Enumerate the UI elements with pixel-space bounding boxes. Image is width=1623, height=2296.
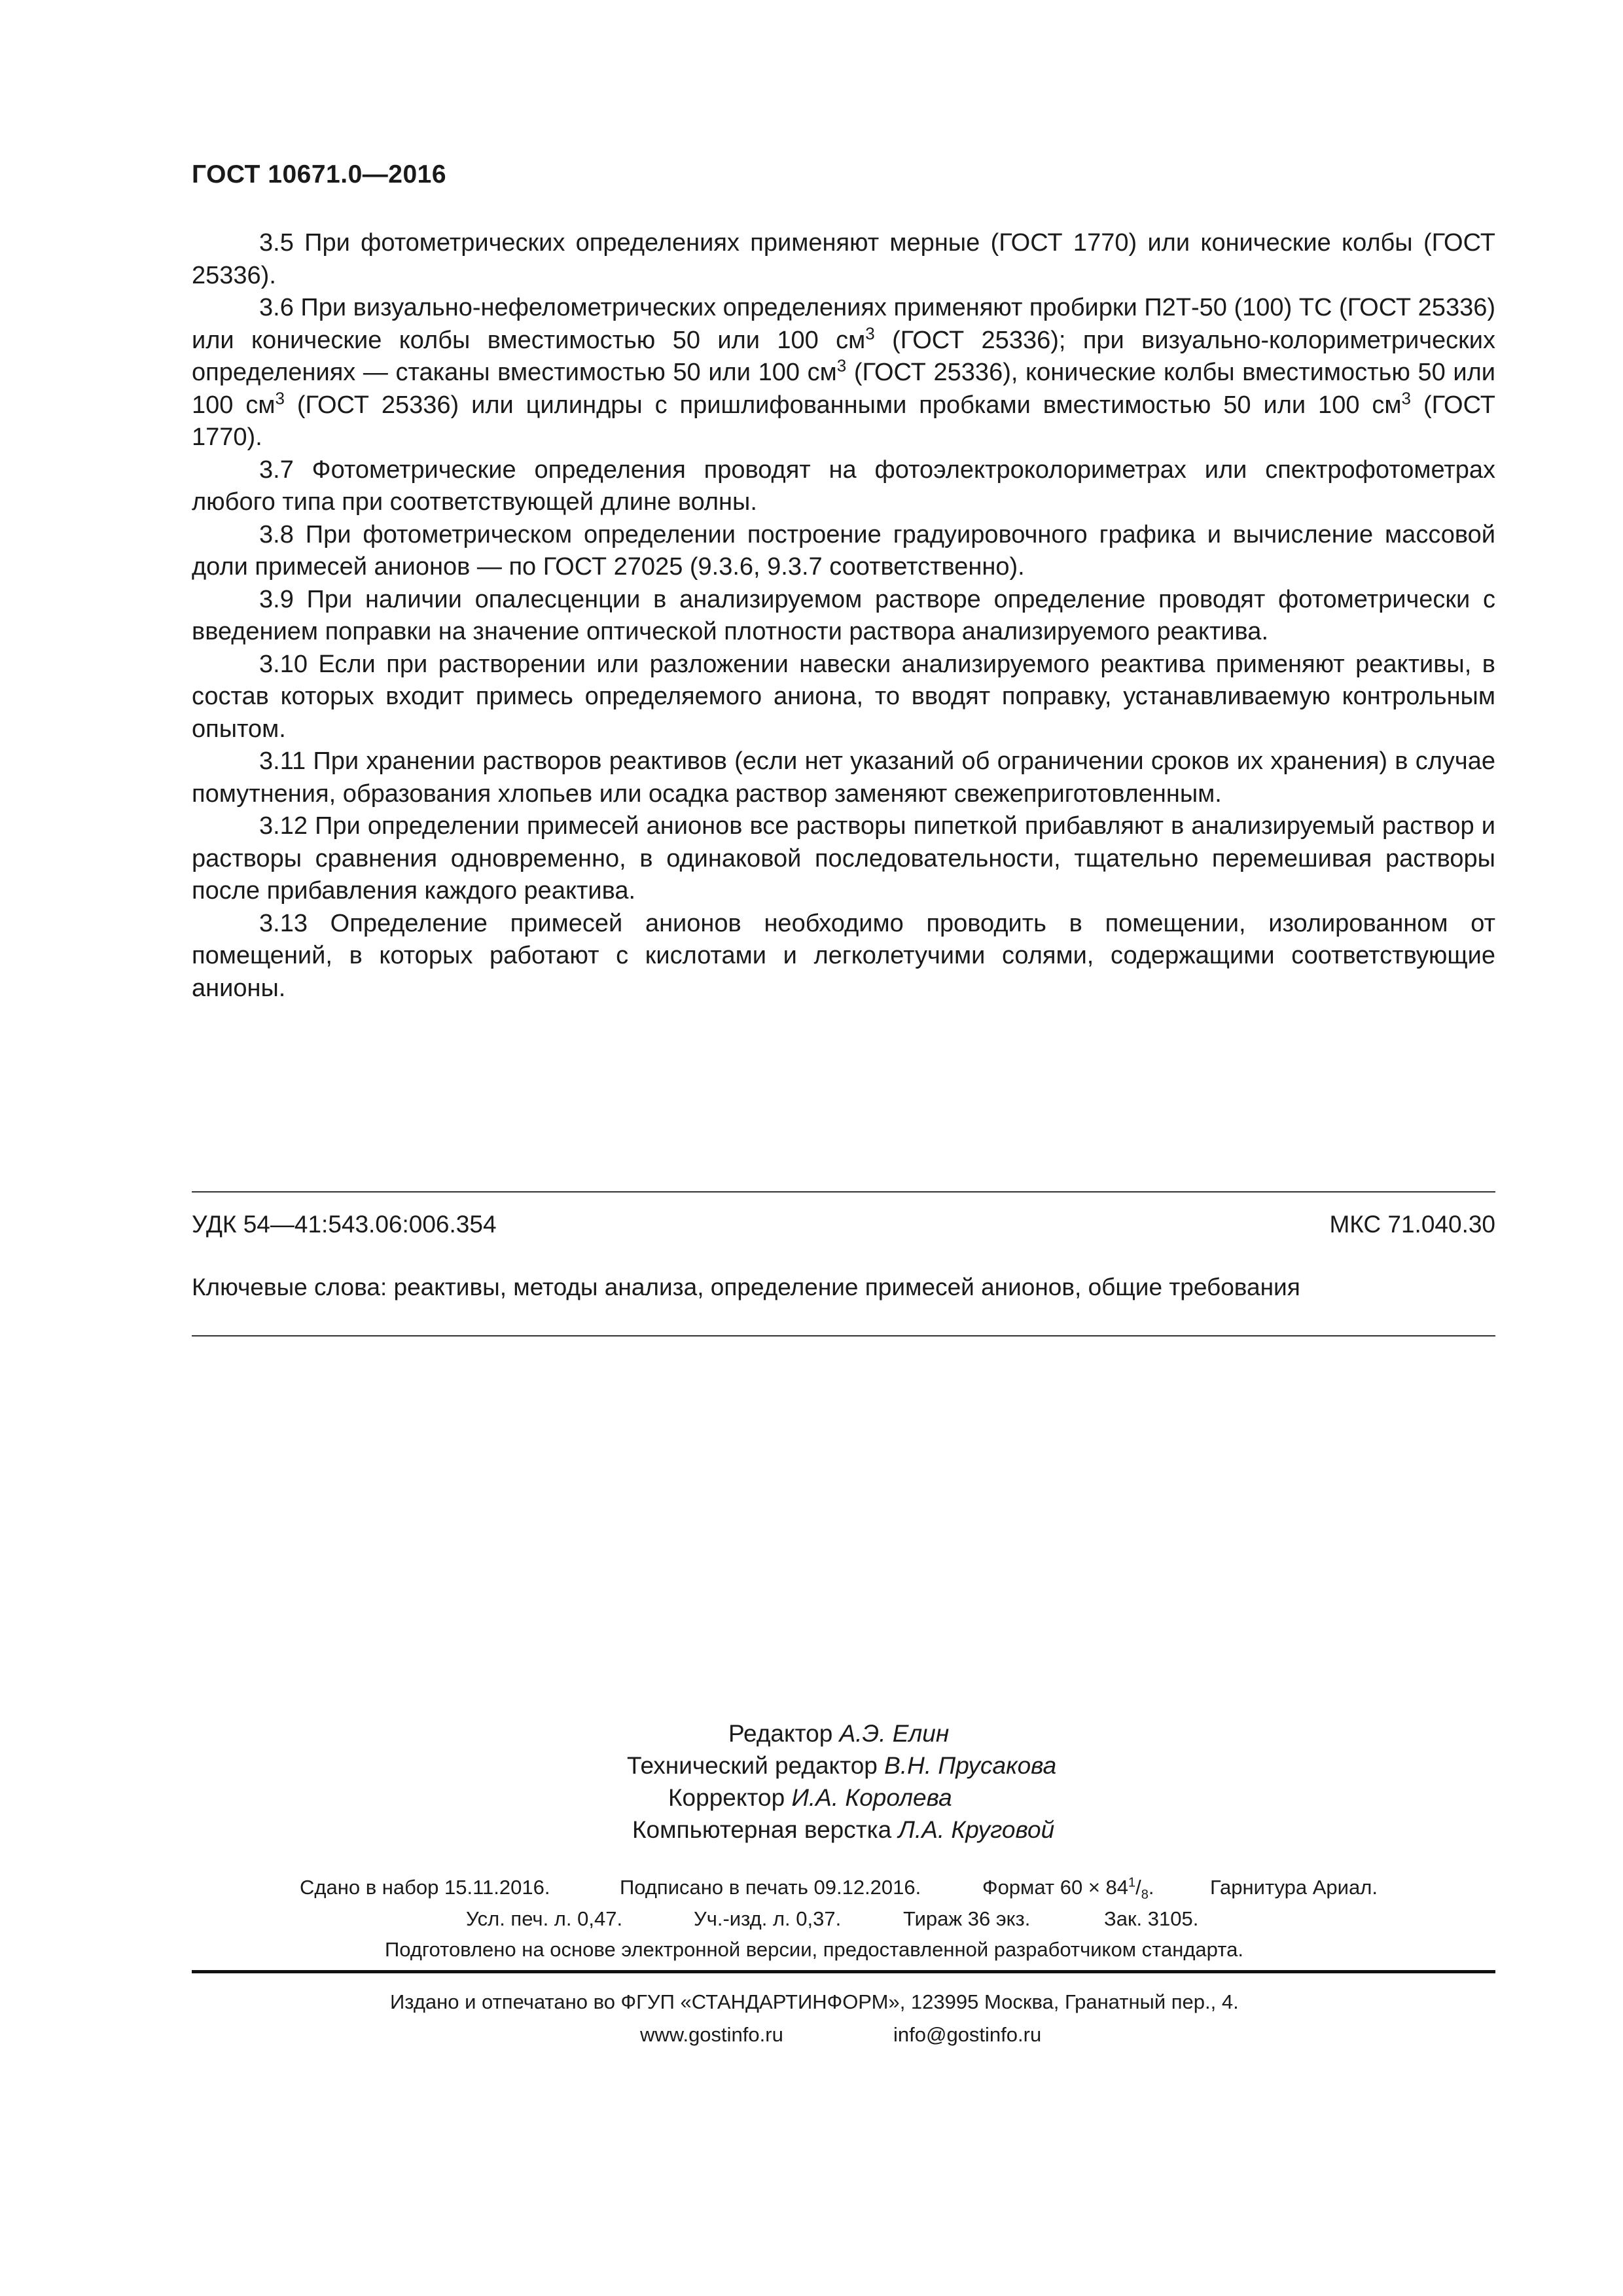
- credit-name: В.Н. Прусакова: [884, 1752, 1057, 1779]
- document-body: [192, 227, 1495, 1005]
- divider-top: [192, 1191, 1495, 1193]
- imprint-submitted: Сдано в набор 15.11.2016.: [300, 1876, 550, 1899]
- mks-code: МКС 71.040.30: [1329, 1211, 1495, 1238]
- credit-name: А.Э. Елин: [839, 1720, 950, 1747]
- credit-role: Корректор: [668, 1784, 785, 1811]
- credit-proofreader: [668, 1784, 952, 1812]
- document-code-header: ГОСТ 10671.0—2016: [192, 160, 447, 188]
- imprint-typeface: Гарнитура Ариал.: [1210, 1876, 1378, 1899]
- cubic-superscript: 3: [865, 323, 875, 343]
- paragraph-3-6-part: (ГОСТ 25336); при визуально-колориметрических определениях — стаканы вместимостью 50 или 100 см: [192, 326, 1495, 386]
- paragraph-3-7: 3.7 Фотометрические определения проводят на фотоэлектроколориметрах или спектрофотометрах любого типа при соответствующей длине волны.: [192, 456, 1495, 516]
- imprint-publisher-sheets: Уч.-изд. л. 0,37.: [694, 1907, 842, 1930]
- paragraph-3-6-part: 3.6 При визуально-нефелометрических определениях применяют пробирки П2Т-50 (100) ТС (ГОСТ 25336) или конические колбы вместимостью 50 или 100 см: [192, 294, 1495, 354]
- paragraph-3-13: 3.13 Определение примесей анионов необходимо проводить в помещении, изолированном от помещений, в которых работают с кислотами и легколетучими солями, содержащими соответствующие анионы.: [192, 909, 1495, 1002]
- credit-name: Л.А. Круговой: [898, 1816, 1055, 1843]
- publisher-email-link[interactable]: info@gostinfo.ru: [893, 2023, 1042, 2046]
- udk-code: УДК 54—41:543.06:006.354: [192, 1211, 497, 1238]
- publisher-line: Издано и отпечатано во ФГУП «СТАНДАРТИНФОРМ», 123995 Москва, Гранатный пер., 4.: [390, 1990, 1239, 2013]
- imprint-order-number: Зак. 3105.: [1104, 1907, 1199, 1930]
- paragraph-3-9: 3.9 При наличии опалесценции в анализируемом растворе определение проводят фотометрически с введением поправки на значение оптической плотности раствора анализируемого реактива.: [192, 585, 1495, 645]
- paragraph-3-6-part: (ГОСТ 25336) или цилиндры с пришлифованными пробками вместимостью 50 или 100 см: [284, 391, 1402, 419]
- imprint-prepared-note: Подготовлено на основе электронной версии, предоставленной разработчиком стандарта.: [385, 1938, 1243, 1961]
- imprint-signed: Подписано в печать 09.12.2016.: [620, 1876, 921, 1899]
- cubic-superscript: 3: [836, 355, 847, 376]
- credit-layout: [632, 1816, 1054, 1844]
- imprint-print-sheets: Усл. печ. л. 0,47.: [466, 1907, 623, 1930]
- credit-role: Технический редактор: [627, 1752, 878, 1779]
- credit-name: И.А. Королева: [791, 1784, 952, 1811]
- paragraph-3-10: 3.10 Если при растворении или разложении навески анализируемого реактива применяют реактивы, в состав которых входит примесь определяемого аниона, то вводят поправку, устанавливаемую контрольным опытом.: [192, 650, 1495, 743]
- credit-role: Компьютерная верстка: [632, 1816, 892, 1843]
- divider-bottom: [192, 1335, 1495, 1336]
- credit-editor: [728, 1720, 949, 1748]
- paragraph-3-8: 3.8 При фотометрическом определении построение градуировочного графика и вычисление массовой доли примесей анионов — по ГОСТ 27025 (9.3.6, 9.3.7 соответственно).: [192, 520, 1495, 581]
- keywords: Ключевые слова: реактивы, методы анализа, определение примесей анионов, общие требования: [192, 1274, 1300, 1300]
- credit-role: Редактор: [728, 1720, 833, 1747]
- paragraph-3-5: 3.5 При фотометрических определениях применяют мерные (ГОСТ 1770) или конические колбы (ГОСТ 25336).: [192, 229, 1495, 289]
- imprint-divider: [192, 1970, 1495, 1973]
- publisher-website-link[interactable]: www.gostinfo.ru: [640, 2023, 783, 2046]
- credit-technical-editor: [627, 1752, 1056, 1780]
- paragraph-3-6-part: (ГОСТ 1770).: [192, 391, 1495, 451]
- cubic-superscript: 3: [275, 387, 285, 408]
- imprint-print-run: Тираж 36 экз.: [903, 1907, 1031, 1930]
- paragraph-3-12: 3.12 При определении примесей анионов все растворы пипеткой прибавляют в анализируемый раствор и растворы сравнения одновременно, в одинаковой последовательности, тщательно перемешивая растворы после прибавления каждого реактива.: [192, 812, 1495, 905]
- imprint-format: Формат $60 \times 84^1/_8$.: [982, 1875, 1154, 1903]
- paragraph-3-6-part: (ГОСТ 25336), конические колбы вместимостью 50 или 100 см: [192, 359, 1495, 419]
- paragraph-3-6: [192, 292, 1495, 454]
- cubic-superscript: 3: [1401, 387, 1411, 408]
- paragraph-3-11: 3.11 При хранении растворов реактивов (если нет указаний об ограничении сроков их хранения) в случае помутнения, образования хлопьев или осадка раствор заменяют свежеприготовленным.: [192, 747, 1495, 808]
